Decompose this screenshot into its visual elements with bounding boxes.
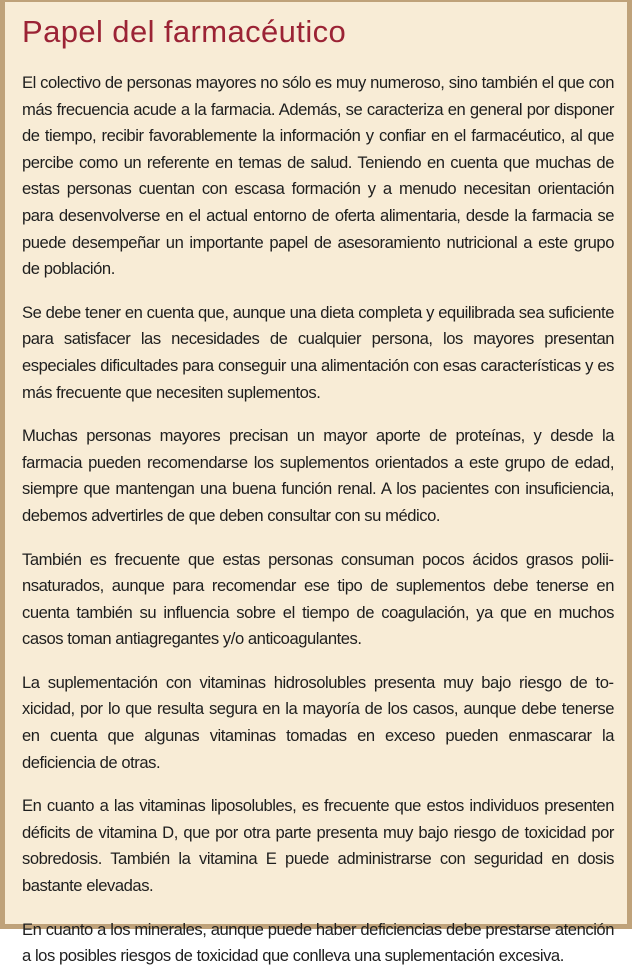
paragraph: En cuanto a los minerales, aunque puede haber deficiencias debe prestarse atención a los posibles riesgos de toxicidad que conlleva una suplementación excesiva. [22, 919, 614, 966]
paragraph: La suplementación con vitaminas hidrosolubles presenta muy bajo riesgo de toxicidad, por lo que resulta segura en la mayoría de los casos, aunque debe tenerse en cuenta que algunas vitaminas tomadas en exceso pueden enmascarar la deficiencia de otras. [22, 672, 614, 772]
paragraph: Se debe tener en cuenta que, aunque una dieta completa y equilibrada sea suficiente para satisfacer las necesidades de cualquier persona, los mayores presentan especiales dificultades para conseguir una alimentación con esas características y es más frecuente que necesiten suplementos. [22, 302, 614, 402]
box-title: Papel del farmacéutico [22, 14, 347, 49]
paragraph: En cuanto a las vitaminas liposolubles, es frecuente que estos individuos presenten déficits de vitamina D, que por otra parte presenta muy bajo riesgo de toxicidad por sobredosis. También la vitamina E puede administrarse con seguridad en dosis bastante elevadas. [22, 796, 614, 896]
paragraph: El colectivo de personas mayores no sólo es muy numeroso, sino también el que con más frecuencia acude a la farmacia. Además, se caracteriza en general por disponer de tiempo, recibir favorablemente la información y confiar en el farmacéutico, al que percibe como un referente en temas de salud. Teniendo en cuenta que muchas de estas personas cuentan con escasa formación y a menudo necesitan orientación para desenvolverse en el actual entorno de oferta alimentaria, desde la farmacia se puede desempeñar un importante papel de asesoramiento nutricional a este grupo de población. [22, 73, 614, 279]
paragraph: También es frecuente que estas personas consuman pocos ácidos grasos poliinsaturados, aunque para recomendar ese tipo de suplementos debe tenerse en cuenta también su influencia sobre el tiempo de coagulación, ya que en muchos casos toman antiagregantes y/o anticoagulantes. [22, 549, 614, 649]
paragraph: Muchas personas mayores precisan un mayor aporte de proteínas, y desde la farmacia pueden recomendarse los suplementos orientados a este grupo de edad, siempre que mantengan una buena función renal. A los pacientes con insuficiencia, debemos advertirles de que deben consultar con su médico. [22, 426, 614, 525]
